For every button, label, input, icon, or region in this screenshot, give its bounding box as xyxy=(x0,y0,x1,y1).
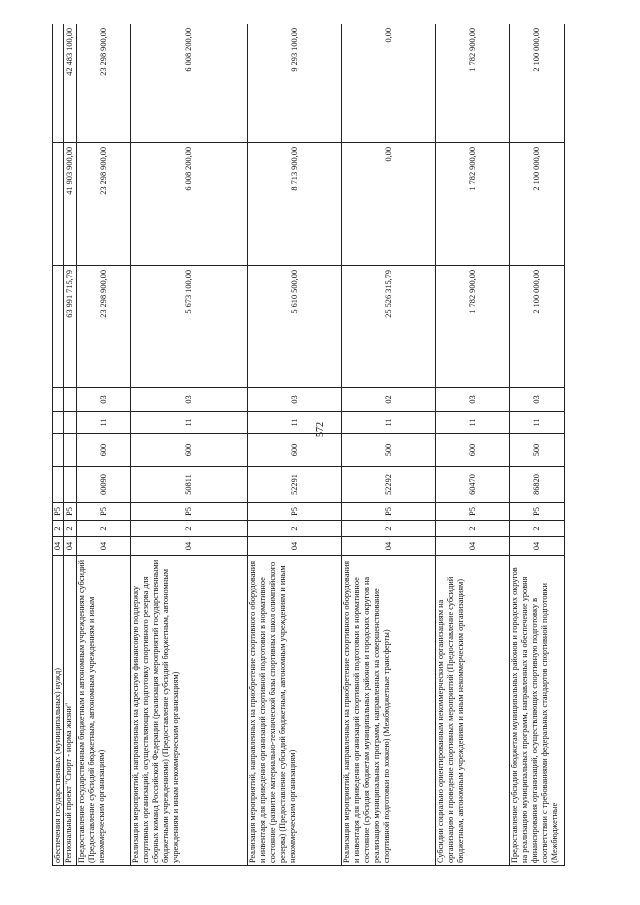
amount-1: 5 610 500,00 xyxy=(248,266,342,388)
amount-2: 41 903 900,00 xyxy=(64,143,77,266)
code-5: 500 xyxy=(510,434,565,467)
code-7: 03 xyxy=(510,388,565,412)
code-1: 04 xyxy=(342,537,436,556)
code-4: 60470 xyxy=(436,467,510,503)
row-name: Реализация мероприятий, направленных на адресную финансовую поддержку спортивных организаций, осуществляющих подготовку спортивного резерва для сборных команд Российской Федерации (реализация мероприятий государственными бюджетными учреждениями) (Предоставление субсидий бюджетным, автономным учреждениям и иным некоммерческим организациям) xyxy=(131,556,248,866)
code-5: 600 xyxy=(248,434,342,467)
budget-table-container xyxy=(52,24,562,866)
code-7: 03 xyxy=(131,388,248,412)
code-1: 04 xyxy=(64,537,77,556)
code-5 xyxy=(53,434,64,467)
amount-2: 2 100 000,00 xyxy=(510,143,565,266)
code-7 xyxy=(64,388,77,412)
code-2: 2 xyxy=(248,521,342,537)
code-6: 11 xyxy=(131,412,248,434)
amount-2 xyxy=(53,143,64,266)
code-1: 04 xyxy=(53,537,64,556)
code-3: Р5 xyxy=(64,503,77,521)
row-name: обеспечения государственных (муниципальных) нужд) xyxy=(53,556,64,866)
code-5: 600 xyxy=(436,434,510,467)
amount-1: 23 298 900,00 xyxy=(77,266,131,388)
page-number: 572 xyxy=(315,422,326,437)
table-row xyxy=(64,24,77,866)
amount-3: 23 298 900,00 xyxy=(77,24,131,143)
code-7: 03 xyxy=(248,388,342,412)
code-2: 2 xyxy=(64,521,77,537)
code-4: 00090 xyxy=(77,467,131,503)
code-7 xyxy=(53,388,64,412)
amount-1 xyxy=(53,266,64,388)
row-name: Реализация мероприятий, направленных на приобретение спортивного оборудования и инвентаря для приведения организаций спортивной подготовки в нормативное состояние (развитие материально-технической базы спортивных школ олимпийского резерва) (Предоставление субсидий бюджетным, автономным учреждениям и иным некоммерческим организациям) xyxy=(248,556,342,866)
amount-3: 0,00 xyxy=(342,24,436,143)
code-2: 2 xyxy=(53,521,64,537)
amount-1: 63 991 715,79 xyxy=(64,266,77,388)
code-3: Р5 xyxy=(131,503,248,521)
code-3: Р5 xyxy=(53,503,64,521)
code-4: 52292 xyxy=(342,467,436,503)
row-name: Предоставление государственным бюджетным и автономным учреждениям субсидий (Предоставление субсидий бюджетным, автономным учреждениям и иным некоммерческим организациям) xyxy=(77,556,131,866)
code-4: 86820 xyxy=(510,467,565,503)
amount-1: 5 673 100,00 xyxy=(131,266,248,388)
code-2: 2 xyxy=(510,521,565,537)
code-4 xyxy=(64,467,77,503)
row-name: Региональный проект "Спорт - норма жизни" xyxy=(64,556,77,866)
code-7: 03 xyxy=(77,388,131,412)
amount-3: 1 782 900,00 xyxy=(436,24,510,143)
code-6 xyxy=(53,412,64,434)
code-6: 11 xyxy=(510,412,565,434)
amount-3: 2 100 000,00 xyxy=(510,24,565,143)
amount-2: 0,00 xyxy=(342,143,436,266)
code-3: Р5 xyxy=(77,503,131,521)
table-row xyxy=(77,24,131,866)
table-row xyxy=(131,24,248,866)
code-6: 11 xyxy=(248,412,342,434)
code-2: 2 xyxy=(436,521,510,537)
amount-2: 8 713 900,00 xyxy=(248,143,342,266)
table-row xyxy=(248,24,342,866)
amount-2: 1 782 900,00 xyxy=(436,143,510,266)
code-7: 03 xyxy=(436,388,510,412)
row-name: Субсидии социально ориентированным некоммерческим организациям на организацию и проведение спортивных мероприятий (Предоставление субсидий бюджетным, автономным учреждениям и иным некоммерческим организациям) xyxy=(436,556,510,866)
code-6: 11 xyxy=(342,412,436,434)
row-name: Реализация мероприятий, направленных на приобретение спортивного оборудования и инвентаря для приведения организаций спортивной подготовки в нормативное состояние (субсидия бюджетам муниципальных районов и городских округов на реализацию муниципальных программ, направленных на совершенствование спортивной подготовки по хоккею) (Межбюджетные трансферты) xyxy=(342,556,436,866)
table-row xyxy=(510,24,565,866)
amount-1: 25 526 315,79 xyxy=(342,266,436,388)
amount-1: 2 100 000,00 xyxy=(510,266,565,388)
code-2: 2 xyxy=(131,521,248,537)
amount-3: 6 008 200,00 xyxy=(131,24,248,143)
table-row xyxy=(436,24,510,866)
amount-2: 6 008 200,00 xyxy=(131,143,248,266)
code-4: 50811 xyxy=(131,467,248,503)
code-7: 02 xyxy=(342,388,436,412)
budget-table xyxy=(52,24,565,866)
code-3: Р5 xyxy=(510,503,565,521)
code-2: 2 xyxy=(77,521,131,537)
code-3: Р5 xyxy=(436,503,510,521)
code-1: 04 xyxy=(131,537,248,556)
code-2: 2 xyxy=(342,521,436,537)
table-row xyxy=(342,24,436,866)
code-1: 04 xyxy=(248,537,342,556)
table-row xyxy=(53,24,64,866)
code-3: Р5 xyxy=(342,503,436,521)
amount-1: 1 782 900,00 xyxy=(436,266,510,388)
amount-3 xyxy=(53,24,64,143)
amount-3: 9 293 100,00 xyxy=(248,24,342,143)
code-1: 04 xyxy=(510,537,565,556)
code-1: 04 xyxy=(436,537,510,556)
code-3: Р5 xyxy=(248,503,342,521)
row-name: Предоставление субсидии бюджетам муниципальных районов и городских округов на реализацию муниципальных программ, направленных на обеспечение уровня финансирования организаций, осуществляющих спортивную подготовку в соответствии с требованиями федеральных стандартов спортивной подготовки (Межбюджетные xyxy=(510,556,565,866)
amount-2: 23 298 900,00 xyxy=(77,143,131,266)
amount-3: 42 483 100,00 xyxy=(64,24,77,143)
code-6: 11 xyxy=(77,412,131,434)
code-5: 600 xyxy=(131,434,248,467)
code-6: 11 xyxy=(436,412,510,434)
code-5: 600 xyxy=(77,434,131,467)
code-5 xyxy=(64,434,77,467)
code-6 xyxy=(64,412,77,434)
code-5: 500 xyxy=(342,434,436,467)
code-4: 52291 xyxy=(248,467,342,503)
code-4 xyxy=(53,467,64,503)
code-1: 04 xyxy=(77,537,131,556)
rotated-table-area xyxy=(52,24,640,905)
